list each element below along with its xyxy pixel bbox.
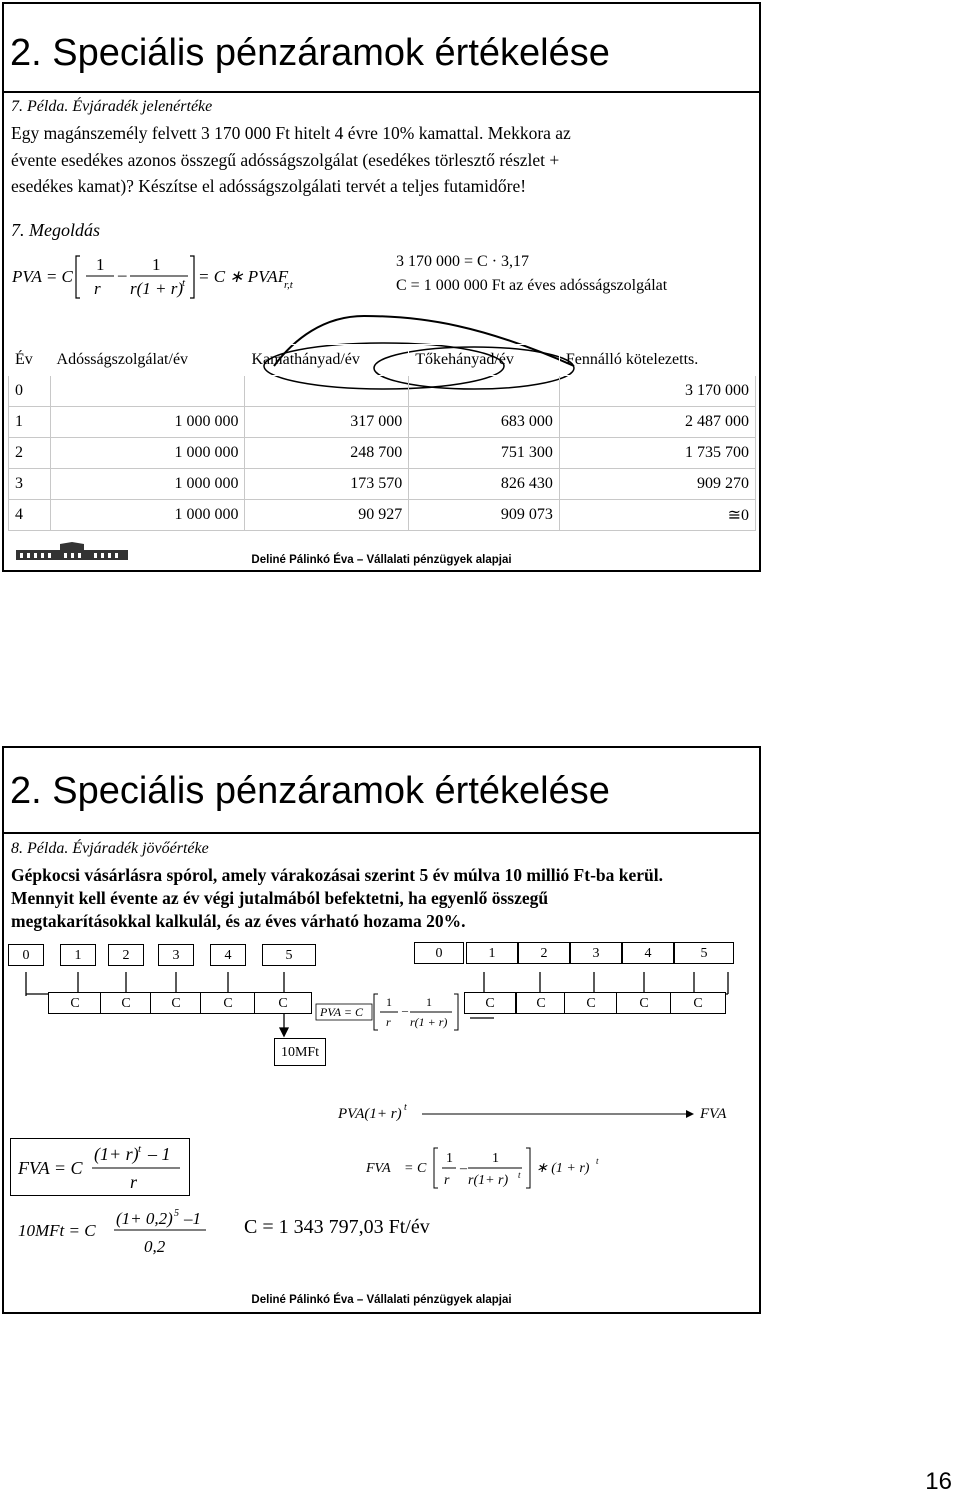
cashflow-box: C [670, 992, 726, 1014]
timeline-year-box: 1 [60, 944, 96, 966]
svg-text:r: r [94, 279, 101, 298]
timeline-year-box: 0 [8, 944, 44, 966]
calc-text [396, 250, 667, 298]
header-cell: Fennálló kötelezetts. [559, 345, 755, 376]
cashflow-box: C [254, 992, 312, 1014]
svg-text:= C ∗ PVAF: = C ∗ PVAF [198, 267, 289, 286]
fva-derivation [364, 1144, 654, 1190]
svg-text:t: t [596, 1156, 599, 1166]
pva-formula-small [314, 990, 464, 1034]
problem-line: Mennyit kell évente az év végi jutalmából befektetni, ha egyenlő összegű [11, 888, 549, 908]
problem-text [11, 120, 756, 200]
slide-title: 2. Speciális pénzáramok értékelése [10, 770, 610, 812]
fva-formula [10, 1138, 190, 1196]
table-cell: 90 927 [245, 500, 409, 531]
table-cell: 683 000 [409, 407, 560, 438]
cashflow-box: C [616, 992, 672, 1014]
table-cell: 3 [9, 469, 51, 500]
problem-line: Gépkocsi vásárlásra spórol, amely várakozásai szerint 5 év múlva 10 millió Ft-ba kerül. [11, 865, 663, 885]
cashflow-box: C [200, 992, 256, 1014]
svg-text:r: r [386, 1015, 391, 1029]
pva-to-fva-arrow [334, 1100, 734, 1132]
table-cell: 1 735 700 [559, 438, 755, 469]
svg-text:1: 1 [492, 1151, 499, 1166]
svg-text:–: – [402, 1003, 408, 1017]
timeline-year-box: 3 [570, 942, 622, 964]
table-cell: 0 [9, 376, 51, 407]
example-title: 7. Példa. Évjáradék jelenértéke [11, 98, 213, 115]
solution-title: 7. Megoldás [11, 220, 100, 240]
slide-footer: Deliné Pálinkó Éva – Vállalati pénzügyek alapjai [251, 554, 512, 566]
title-divider [4, 832, 759, 834]
svg-text:FVA = C: FVA = C [18, 1158, 83, 1178]
cashflow-box: C [48, 992, 102, 1014]
table-cell: 4 [9, 500, 51, 531]
table-cell: 1 000 000 [50, 500, 245, 531]
svg-text:t: t [518, 1170, 521, 1180]
result-text [244, 1216, 430, 1239]
cashflow-box: C [516, 992, 566, 1014]
table-cell: 826 430 [409, 469, 560, 500]
table-cell: 3 170 000 [559, 376, 755, 407]
table-row [9, 500, 756, 531]
slide-2 [2, 746, 761, 1314]
timeline-year-box: 0 [414, 942, 464, 964]
table-cell: 751 300 [409, 438, 560, 469]
title-divider [4, 91, 759, 93]
svg-text:t: t [138, 1143, 142, 1155]
table-cell: 2 [9, 438, 51, 469]
svg-text:– 1: – 1 [148, 1144, 171, 1164]
svg-text:PVA(1+ r): PVA(1+ r) [338, 1106, 402, 1122]
timeline-year-box: 4 [210, 944, 246, 966]
timeline-year-box: 5 [262, 944, 316, 966]
table-cell: 909 270 [559, 469, 755, 500]
svg-text:10MFt = C: 10MFt = C [18, 1221, 96, 1240]
svg-text:–1: –1 [184, 1209, 201, 1228]
svg-text:r(1 + r): r(1 + r) [410, 1015, 448, 1029]
problem-text [11, 864, 756, 933]
timeline-year-box: 2 [108, 944, 144, 966]
svg-text:1: 1 [152, 255, 161, 274]
table-cell: 909 073 [409, 500, 560, 531]
target-value-box: 10MFt [274, 1038, 326, 1066]
table-row [9, 376, 756, 407]
table-cell: 317 000 [245, 407, 409, 438]
timeline-year-box: 2 [518, 942, 570, 964]
svg-text:1: 1 [96, 255, 105, 274]
table-header-row [9, 345, 756, 376]
cashflow-box: C [150, 992, 202, 1014]
timeline-year-box: 3 [158, 944, 194, 966]
pva-formula-image [10, 246, 300, 306]
svg-text:t: t [404, 1102, 407, 1113]
problem-line: megtakarításokkal kalkulál, és az éves várható hozama 20%. [11, 911, 466, 931]
svg-text:5: 5 [174, 1208, 179, 1219]
calc-line: C = 1 000 000 Ft az éves adósságszolgálat [396, 277, 668, 294]
svg-text:FVA: FVA [366, 1161, 391, 1176]
example-title: 8. Példa. Évjáradék jövőértéke [11, 840, 209, 857]
svg-text:PVA = C: PVA = C [320, 1005, 363, 1019]
svg-text:t: t [182, 277, 186, 289]
svg-text:(1+ r): (1+ r) [94, 1144, 139, 1164]
table-cell [245, 376, 409, 407]
svg-text:1: 1 [426, 995, 432, 1009]
slide-title: 2. Speciális pénzáramok értékelése [10, 32, 610, 74]
table-cell [50, 376, 245, 407]
calc-line: 3 170 000 = C · 3,17 [396, 253, 530, 270]
svg-text:(1+ 0,2): (1+ 0,2) [116, 1209, 173, 1228]
svg-text:= C: = C [404, 1161, 427, 1176]
cashflow-box: C [100, 992, 152, 1014]
table-cell: 1 000 000 [50, 407, 245, 438]
table-row [9, 469, 756, 500]
svg-text:1: 1 [446, 1151, 453, 1166]
svg-text:r,t: r,t [284, 279, 293, 291]
result-value: C = 1 343 797,03 Ft/év [244, 1216, 430, 1238]
header-cell: Adósságszolgálat/év [50, 345, 245, 376]
svg-text:r(1+ r): r(1+ r) [468, 1173, 509, 1188]
debt-service-table [8, 344, 756, 531]
problem-line: esedékes kamat)? Készítse el adósságszolgálati tervét a teljes futamidőre! [11, 176, 527, 196]
header-cell: Tőkehányad/év [409, 345, 560, 376]
svg-text:0,2: 0,2 [144, 1237, 166, 1256]
timeline-year-box: 4 [622, 942, 674, 964]
timeline-year-box: 1 [466, 942, 518, 964]
table-cell: 248 700 [245, 438, 409, 469]
header-cell: Kamathányad/év [245, 345, 409, 376]
problem-line: évente esedékes azonos összegű adósságszolgálat (esedékes törlesztő részlet + [11, 149, 560, 170]
table-row [9, 407, 756, 438]
header-cell: Év [9, 345, 51, 376]
svg-text:1: 1 [386, 995, 392, 1009]
table-cell [409, 376, 560, 407]
table-cell: 1 000 000 [50, 469, 245, 500]
table-cell: 1 [9, 407, 51, 438]
table-cell: 173 570 [245, 469, 409, 500]
svg-text:r(1 + r): r(1 + r) [130, 279, 184, 298]
table-row [9, 438, 756, 469]
slide-footer: Deliné Pálinkó Éva – Vállalati pénzügyek alapjai [251, 1294, 512, 1306]
svg-text:r: r [130, 1172, 138, 1192]
timeline-year-box: 5 [674, 942, 734, 964]
svg-text:r: r [444, 1173, 450, 1188]
svg-text:–: – [118, 265, 127, 284]
svg-text:–: – [460, 1161, 467, 1176]
numeric-formula [16, 1204, 216, 1260]
slide-1 [2, 2, 761, 572]
table-cell: 1 000 000 [50, 438, 245, 469]
table-cell: 2 487 000 [559, 407, 755, 438]
problem-line: Egy magánszemély felvett 3 170 000 Ft hitelt 4 évre 10% kamattal. Mekkora az [11, 123, 571, 143]
page-number: 16 [925, 1468, 952, 1495]
svg-text:∗ (1 + r): ∗ (1 + r) [536, 1161, 590, 1176]
svg-text:PVA = C: PVA = C [12, 267, 73, 286]
svg-text:FVA: FVA [700, 1106, 727, 1122]
table-cell: ≅0 [559, 500, 755, 531]
cashflow-box: C [564, 992, 618, 1014]
cashflow-box: C [464, 992, 516, 1014]
